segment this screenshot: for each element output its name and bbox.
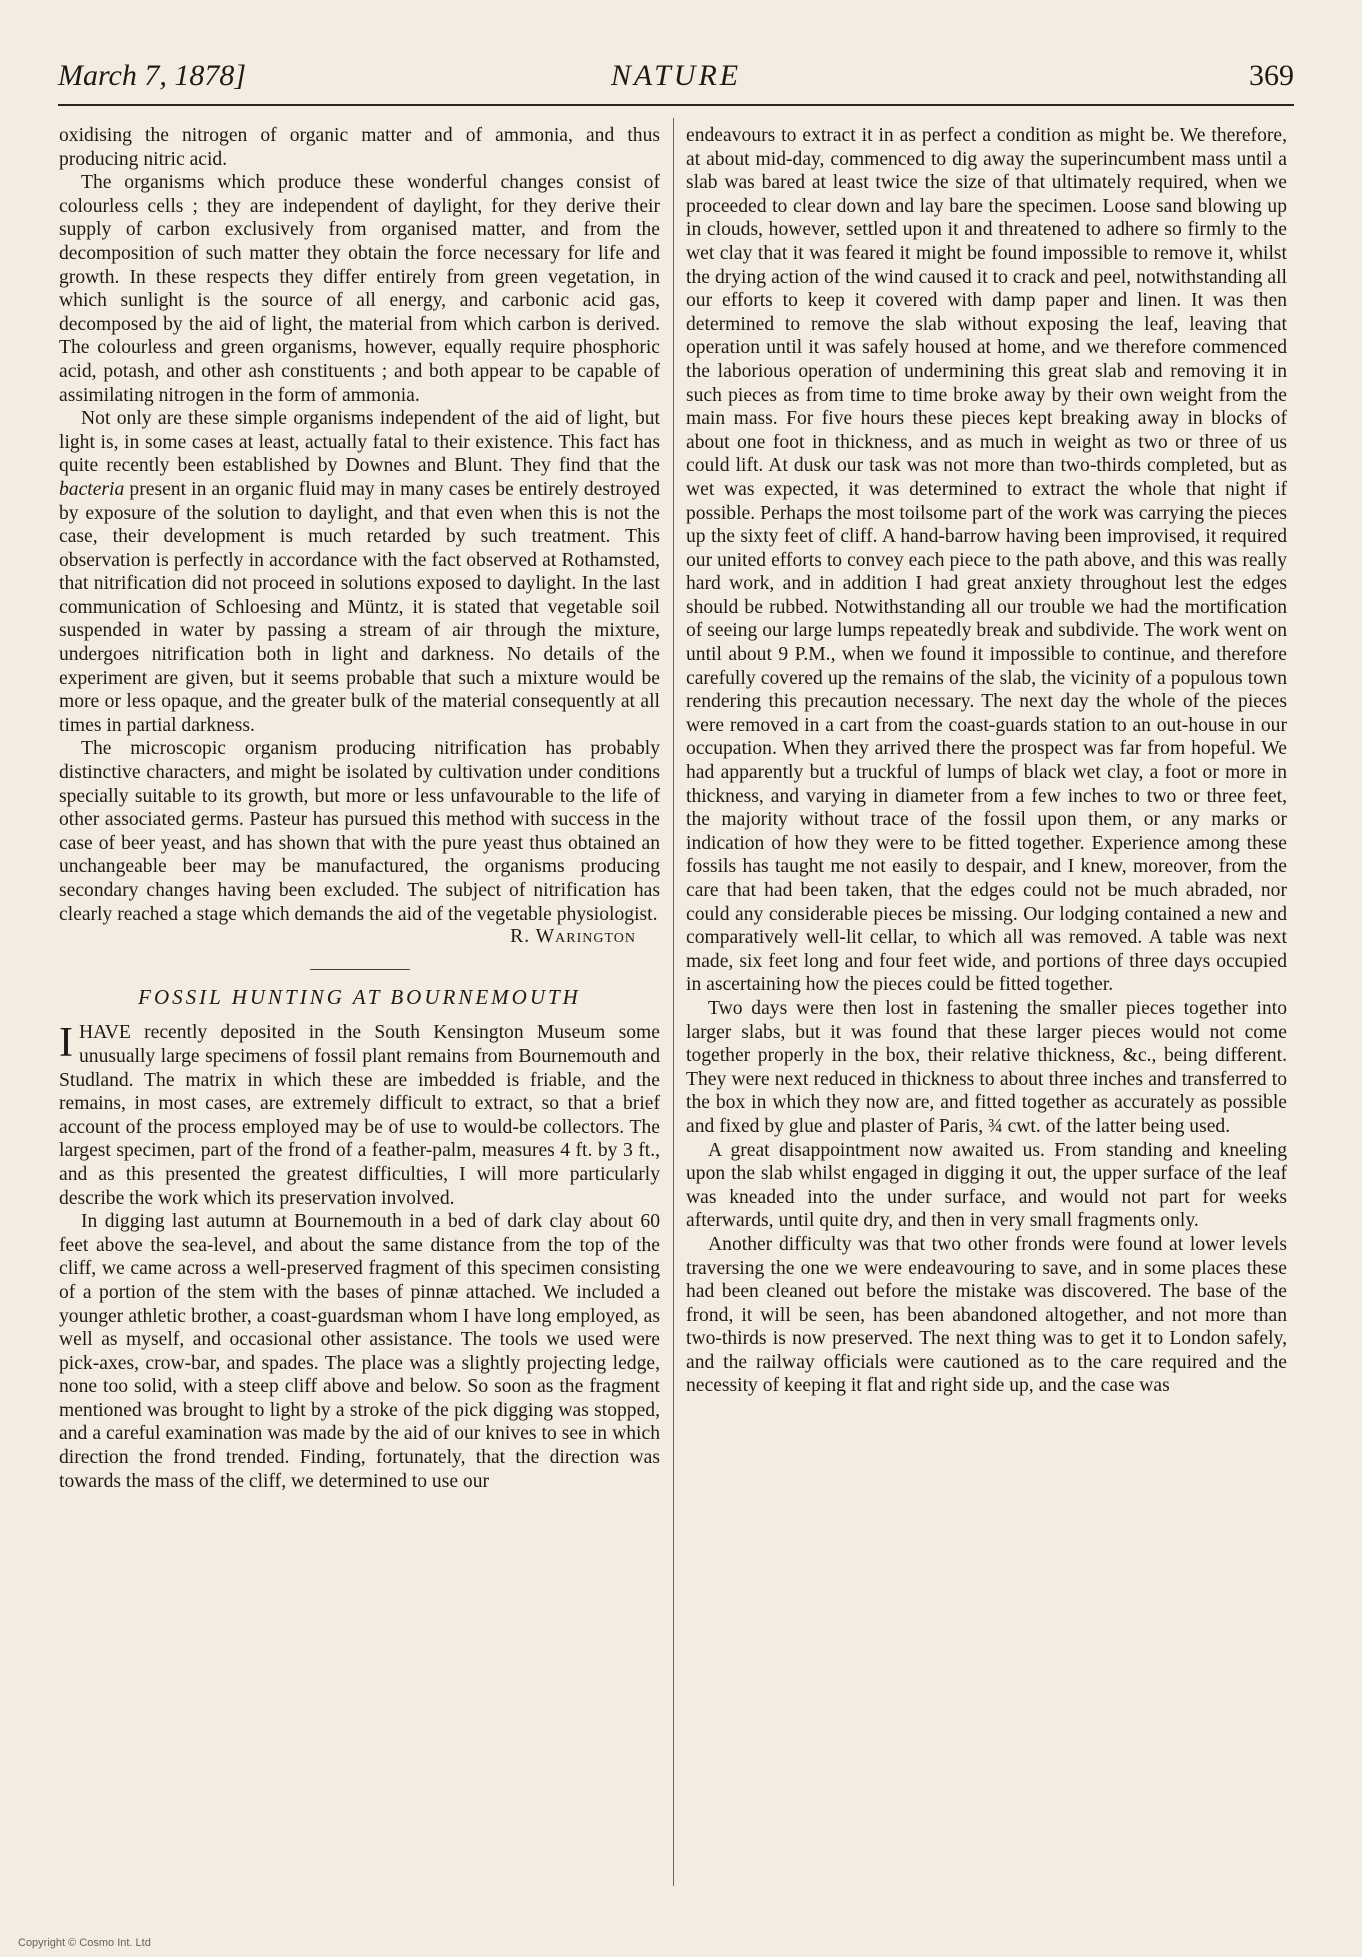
- paragraph: The microscopic organism producing nitrification has probably distinctive characters, and might be isolated by cultivation under conditions specially suitable to its growth, but more or less unfavourable to the life of other associated germs. Pasteur has pursued this method with success in the case of beer yeast, and has shown that with the pure yeast thus obtained an unchangeable beer may be manufactured, the organisms producing secondary changes having been excluded. The subject of nitrification has clearly reached a stage which demands the aid of the vegetable physiologist.: [59, 738, 660, 925]
- paragraph-text: Not only are these simple organisms independent of the aid of light, but light is, in some cases at least, actually fatal to their existence. This fact has quite recently been established by Downes and Blunt. They find that the: [59, 408, 660, 477]
- paragraph: endeavours to extract it in as perfect a condition as might be. We therefore, at about mid-day, commenced to dig away the superincumbent mass until a slab was bared at least twice the size of that ultimately required, when we proceeded to clear down and lay bare the specimen. Loose sand blowing up in clouds, however, settled upon it and threatened to adhere so firmly to the wet clay that it was feared it might be found impossible to remove it, whilst the drying action of the wind caused it to crack and peel, notwithstanding all our efforts to keep it covered with damp paper and linen. It was then determined to remove the slab without exposing the leaf, leaving that operation until it was safely housed at home, and we therefore commenced the laborious operation of undermining this great slab and removing it in such pieces as from time to time broke away by their own weight from the main mass. For five hours these pieces kept breaking away in blocks of about one foot in thickness, and as much in weight as two or three of us could lift. At dusk our task was not more than two-thirds completed, but as wet was expected, it was determined to extract the whole that night if possible. Perhaps the most toilsome part of the work was carrying the pieces up the sixty feet of cliff. A hand-barrow having been improvised, it required our united efforts to convey each piece to the path above, and this was really hard work, and in addition I had great anxiety throughout lest the edges should be rubbed. Notwithstanding all our trouble we had the mortification of seeing our large lumps repeatedly break and subdivide. The work went on until about 9 P.M., when we found it impossible to continue, and therefore carefully covered up the remains of the slab, the vicinity of a populous town rendering this precaution necessary. The next day the whole of the pieces were removed in a cart from the coast-guards station to an out-house in our occupation. When they arrived there the prospect was far from hopeful. We had apparently but a truckful of lumps of black wet clay, a foot or more in thickness, and varying in diameter from a few inches to two or three feet, the majority without trace of the fossil upon them, or any marks or indication of how they were to be fitted together. Experience among these fossils has taught me not easily to despair, and I knew, moreover, from the care that had been taken, that the edges could not be much abraded, nor could any considerable pieces be missing. Our lodging contained a new and comparatively well-lit cellar, to which all was removed. A table was next made, six feet long and four feet wide, and portions of three days occupied in ascertaining how the pieces could be fitted together.: [686, 125, 1287, 996]
- paragraph: A great disappointment now awaited us. From standing and kneeling upon the slab whilst engaged in digging it out, the upper surface of the leaf was kneaded into the under surface, and would not part for weeks afterwards, until quite dry, and then in very small fragments only.: [686, 1139, 1287, 1232]
- paragraph-text: present in an organic fluid may in many cases be entirely destroyed by exposure of the solution to daylight, and that even when this is not the case, their development is much retarded by such treatment. This observation is perfectly in accordance with the fact observed at Rothamsted, that nitrification did not proceed in solutions exposed to daylight. In the last communication of Schloesing and Müntz, it is stated that vegetable soil suspended in water by passing a stream of air through the mixture, undergoes nitrification both in light and darkness. No details of the experiment are given, but it seems probable that such a mixture would be more or less opaque, and the greater bulk of the material consequently at all times in partial darkness.: [59, 478, 660, 736]
- paragraph: Two days were then lost in fastening the smaller pieces together into larger slabs, but it was found that these larger pieces would not come together properly in the box, their relative thickness, &c., being different. They were next reduced in thickness to about three inches and transferred to the box in which they now are, and fitted together as accurately as possible and fixed by glue and plaster of Paris, ¾ cwt. of the latter being used.: [686, 997, 1287, 1137]
- author-signature: R. Warington: [510, 926, 636, 948]
- header-rule: [58, 104, 1294, 106]
- paragraph: [59, 407, 660, 737]
- issue-date: March 7, 1878]: [58, 59, 247, 92]
- left-column: [59, 124, 660, 1889]
- section-divider: [310, 969, 410, 970]
- paragraph: In digging last autumn at Bournemouth in a bed of dark clay about 60 feet above the sea-level, and about the same distance from the top of the cliff, we came across a well-preserved fragment of this specimen consisting of a portion of the stem with the bases of pinnæ attached. We included a younger athletic brother, a coast-guardsman whom I have long employed, as well as myself, and occasional other assistance. The tools we used were pick-axes, crow-bar, and spades. The place was a slightly projecting ledge, none too solid, with a steep cliff above and below. So soon as the fragment mentioned was brought to light by a stroke of the pick digging was stopped, and a careful examination was made by the aid of our knives to see in which direction the frond trended. Finding, fortunately, that the direction was towards the mass of the cliff, we determined to use our: [59, 1211, 660, 1492]
- page-number: 369: [1249, 59, 1294, 92]
- article-title: FOSSIL HUNTING AT BOURNEMOUTH: [138, 984, 581, 1009]
- italic-term: bacteria: [59, 478, 125, 500]
- copyright-notice: Copyright © Cosmo Int. Ltd: [18, 1937, 151, 1949]
- journal-title: NATURE: [610, 59, 742, 92]
- paragraph: Another difficulty was that two other fronds were found at lower levels traversing the one we were endeavouring to save, and in some places these had been cleaned out before the mistake was discovered. The base of the frond, it will be seen, has been abandoned altogether, and not more than two-thirds is now preserved. The next thing was to get it to London safely, and the railway officials were cautioned as to the care required and the necessity of keeping it flat and right side up, and the case was: [686, 1233, 1287, 1397]
- paragraph: The organisms which produce these wonderful changes consist of colourless cells ; they are independent of daylight, for they derive their supply of carbon exclusively from organised matter, and from the decomposition of such matter they obtain the force necessary for life and growth. In these respects they differ entirely from green vegetation, in which sunlight is the source of all energy, and carbonic acid gas, decomposed by the aid of light, the material from which carbon is derived. The colourless and green organisms, however, equally require phosphoric acid, potash, and other ash constituents ; and both appear to be capable of assimilating nitrogen in the form of ammonia.: [59, 172, 660, 406]
- drop-cap: I: [59, 1020, 73, 1067]
- paragraph: oxidising the nitrogen of organic matter and of ammonia, and thus producing nitric acid.: [59, 125, 660, 170]
- right-column: [686, 124, 1287, 1889]
- column-divider: [673, 118, 674, 1886]
- page-header: [58, 55, 1294, 103]
- lead-paragraph: [59, 1021, 660, 1210]
- paragraph-text: HAVE recently deposited in the South Kensington Museum some unusually large specimens of fossil plant remains from Bournemouth and Studland. The matrix in which these are imbedded is friable, and the remains, in most cases, are extremely difficult to extract, so that a brief account of the process employed may be of use to would-be collectors. The largest specimen, part of the frond of a feather-palm, measures 4 ft. by 3 ft., and as this presented the greatest difficulties, I will more particularly describe the work which its preservation involved.: [59, 1022, 660, 1209]
